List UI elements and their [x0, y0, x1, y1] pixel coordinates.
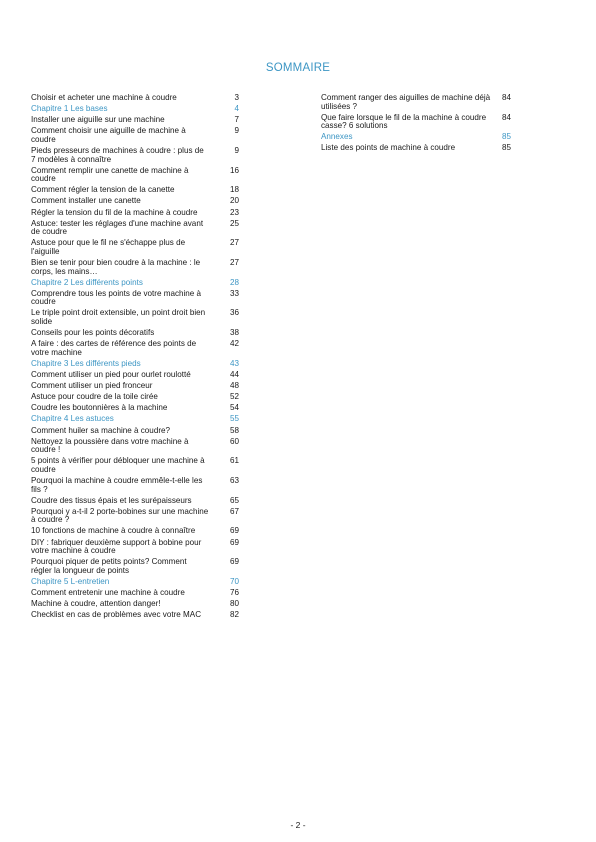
toc-chapter-entry[interactable]: [31, 360, 239, 369]
toc-entry-label: Le triple point droit extensible, un point droit bien solide: [31, 308, 206, 327]
toc-entry[interactable]: [31, 259, 239, 276]
toc-entry[interactable]: [31, 309, 239, 326]
toc-entry-page: 20: [229, 196, 239, 206]
toc-entry-label: Chapitre 5 L-entretien: [31, 576, 110, 586]
toc-entry-label: Pieds presseurs de machines à coudre : plus de 7 modèles à connaître: [31, 145, 204, 164]
toc-entry-label: Comment utiliser un pied fronceur: [31, 381, 153, 391]
toc-entry-label: DIY : fabriquer deuxième support à bobine pour votre machine à coudre: [31, 537, 202, 556]
toc-entry[interactable]: [31, 290, 239, 307]
toc-entry[interactable]: [31, 209, 239, 218]
toc-entry-page: 33: [229, 288, 239, 298]
toc-entry-page: 28: [229, 277, 239, 287]
toc-entry-label: Checklist en cas de problèmes avec votre MAC: [31, 610, 202, 620]
toc-entry[interactable]: [321, 114, 511, 131]
toc-entry-label: Installer une aiguille sur une machine: [31, 115, 165, 125]
toc-entry-page: 43: [229, 358, 239, 368]
toc-entry-label: Comment entretenir une machine à coudre: [31, 588, 185, 597]
toc-entry-label: Comment huiler sa machine à coudre?: [31, 425, 171, 435]
toc-entry-label: Liste des points de machine à coudre: [321, 143, 456, 153]
toc-entry[interactable]: [31, 508, 239, 525]
toc-entry[interactable]: [31, 197, 239, 206]
toc-entry-label: Pourquoi la machine à coudre emmêle-t-elle les fils ?: [31, 475, 203, 494]
toc-entry-page: 58: [229, 425, 239, 435]
toc-entry[interactable]: [31, 477, 239, 494]
toc-entry-page: 42: [229, 339, 239, 349]
toc-entry[interactable]: [31, 116, 239, 125]
toc-entry[interactable]: [31, 600, 239, 609]
toc-entry-page: 61: [229, 456, 239, 466]
toc-entry-label: Coudre des tissus épais et les surépaisseurs: [31, 495, 192, 505]
toc-entry[interactable]: [31, 438, 239, 455]
toc-entry-page: 69: [229, 557, 239, 567]
toc-entry-label: Annexes: [321, 132, 353, 142]
toc-entry-label: Chapitre 2 Les différents points: [31, 277, 143, 287]
toc-entry-label: Comment utiliser un pied pour ourlet roulotté: [31, 370, 191, 380]
toc-entry-page: 80: [229, 599, 239, 609]
toc-entry[interactable]: [31, 393, 239, 402]
toc-entry-page: 55: [229, 414, 239, 424]
toc-entry-page: 9: [234, 126, 239, 136]
toc-entry-page: 70: [229, 576, 239, 586]
toc-entry-page: 52: [229, 392, 239, 402]
toc-entry-page: 25: [229, 218, 239, 228]
toc-entry[interactable]: [31, 427, 239, 436]
toc-entry-label: Comment ranger des aiguilles de machine déjà utilisées ?: [321, 93, 491, 111]
toc-entry-page: 27: [229, 258, 239, 267]
toc-entry-label: Pourquoi y a-t-il 2 porte-bobines sur une machine à coudre ?: [31, 506, 209, 525]
toc-entry[interactable]: [321, 144, 511, 153]
toc-entry-page: 60: [229, 436, 239, 446]
toc-entry-label: Comment remplir une canette de machine à coudre: [31, 165, 189, 184]
toc-entry-page: 23: [229, 207, 239, 217]
toc-entry-page: 16: [229, 165, 239, 175]
toc-entry-page: 54: [229, 403, 239, 413]
toc-entry[interactable]: [31, 186, 239, 195]
toc-entry-label: A faire : des cartes de référence des points de votre machine: [31, 339, 197, 357]
toc-entry-page: 82: [229, 610, 239, 620]
toc-entry-label: Pourquoi piquer de petits points? Comment régler la longueur de points: [31, 557, 187, 575]
toc-left-column: [31, 94, 239, 622]
toc-entry-label: Comment choisir une aiguille de machine à coudre: [31, 126, 186, 144]
toc-entry-page: 84: [501, 112, 511, 122]
toc-entry[interactable]: [31, 558, 239, 575]
toc-entry-label: Astuce pour que le fil ne s'échappe plus de l'aiguille: [31, 238, 186, 256]
toc-entry[interactable]: [31, 329, 239, 338]
toc-entry-page: 44: [229, 370, 239, 380]
toc-entry[interactable]: [31, 94, 239, 103]
toc-entry[interactable]: [31, 497, 239, 506]
toc-chapter-entry[interactable]: [321, 133, 511, 142]
toc-entry-label: Chapitre 4 Les astuces: [31, 414, 114, 424]
toc-entry-label: 5 points à vérifier pour débloquer une machine à coudre: [31, 456, 205, 474]
toc-entry[interactable]: [321, 94, 511, 111]
toc-entry[interactable]: [31, 239, 239, 256]
toc-entry-label: Bien se tenir pour bien coudre à la machine : le corps, les mains…: [31, 258, 201, 276]
toc-entry[interactable]: [31, 127, 239, 144]
toc-entry-label: Conseils pour les points décoratifs: [31, 328, 155, 338]
toc-entry-page: 3: [234, 93, 239, 102]
toc-entry[interactable]: [31, 147, 239, 164]
toc-entry-page: 67: [229, 506, 239, 516]
toc-entry-page: 85: [501, 132, 511, 142]
toc-entry-label: Nettoyez la poussière dans votre machine à coudre !: [31, 436, 189, 455]
toc-entry-label: Comment régler la tension de la canette: [31, 185, 175, 195]
toc-entry-page: 48: [229, 381, 239, 391]
toc-entry-label: Choisir et acheter une machine à coudre: [31, 93, 177, 102]
toc-entry-page: 84: [501, 93, 511, 102]
page-number: - 2 -: [290, 820, 306, 830]
page-title: SOMMAIRE: [265, 62, 331, 74]
toc-entry-page: 18: [229, 185, 239, 195]
toc-entry-page: 38: [229, 328, 239, 338]
toc-entry[interactable]: [31, 167, 239, 184]
toc-entry-label: Chapitre 3 Les différents pieds: [31, 358, 141, 368]
toc-entry-page: 9: [234, 145, 239, 155]
toc-entry-page: 27: [229, 238, 239, 248]
toc-entry[interactable]: [31, 539, 239, 556]
toc-chapter-entry[interactable]: [31, 279, 239, 288]
toc-entry[interactable]: [31, 589, 239, 598]
toc-entry-label: Astuce pour coudre de la toile cirée: [31, 392, 158, 402]
toc-entry-page: 65: [229, 495, 239, 505]
toc-chapter-entry[interactable]: [31, 105, 239, 114]
toc-entry-page: 76: [229, 588, 239, 597]
toc-entry[interactable]: [31, 457, 239, 474]
toc-right-column: [321, 94, 511, 156]
toc-entry-label: Comment installer une canette: [31, 196, 141, 206]
toc-entry-page: 69: [229, 526, 239, 536]
toc-entry[interactable]: [31, 340, 239, 357]
toc-entry-page: 4: [234, 104, 239, 114]
toc-entry-page: 69: [229, 537, 239, 547]
toc-chapter-entry[interactable]: [31, 578, 239, 587]
toc-entry-label: Astuce: tester les réglages d'une machine avant de coudre: [31, 218, 204, 237]
toc-entry-label: Régler la tension du fil de la machine à coudre: [31, 207, 198, 217]
toc-entry[interactable]: [31, 404, 239, 413]
toc-entry[interactable]: [31, 220, 239, 237]
toc-entry-label: Comprendre tous les points de votre machine à coudre: [31, 288, 202, 307]
toc-entry[interactable]: [31, 527, 239, 536]
toc-entry-page: 36: [229, 308, 239, 318]
toc-entry-label: Chapitre 1 Les bases: [31, 104, 108, 114]
toc-entry-label: Que faire lorsque le fil de la machine à coudre casse? 6 solutions: [321, 112, 487, 131]
toc-entry-page: 7: [234, 115, 239, 125]
toc-chapter-entry[interactable]: [31, 415, 239, 424]
toc-entry-label: Machine à coudre, attention danger!: [31, 599, 161, 609]
toc-entry-page: 63: [229, 475, 239, 485]
toc-entry[interactable]: [31, 611, 239, 620]
toc-entry-label: Coudre les boutonnières à la machine: [31, 403, 168, 413]
toc-entry-label: 10 fonctions de machine à coudre à connaître: [31, 526, 196, 536]
toc-entry[interactable]: [31, 382, 239, 391]
toc-entry-page: 85: [501, 143, 511, 153]
toc-entry[interactable]: [31, 371, 239, 380]
